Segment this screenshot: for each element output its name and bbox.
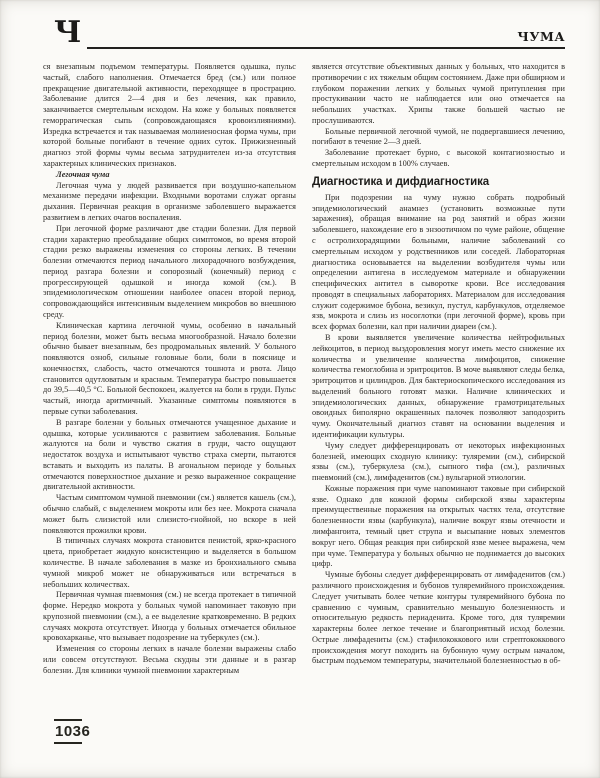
- column-right: [312, 62, 565, 714]
- paragraph: Частым симптомом чумной пневмонии (см.) является кашель (см.), обычно слабый, с выделением мокроты или без нее. Мокрота сначала может быть слизистой или слизисто-гнойной, но вскоре в ней появляются прожилки крови.: [43, 493, 296, 535]
- paragraph: Больные первичной легочной чумой, не подвергавшиеся лечению, погибают в течение 2—3 дней.: [312, 126, 565, 147]
- paragraph: Клиническая картина легочной чумы, особенно в начальный период болезни, может быть весьма многообразной. Начало болезни обычно бывает внезапным, без продромальных явлений. У больного появляются озноб, сильные головные боли, боли в пояснице и конечностях, слабость, часто отмечаются тошнота и рвота. Лицо становится одутловатым и красным. Температура быстро повышается до 39,5—40,5 °С. Больной беспокоен, жалуется на боли в груди. Пульс частый, иногда аритмичный. Указанные симптомы появляются в первые сутки заболевания.: [43, 320, 296, 416]
- paragraph: При подозрении на чуму нужно собрать подробный эпидемиологический анамнез (установить возможные пути заражения), обращая внимание на род занятий и образ жизни заболевшего, нахождение его в энзоотичном по чуме районе, общение с остролихорадящими больными, наличие заболеваний со смертельным исходом у родственников или соседей. Лабораторная диагностика основывается на выделении возбудителя чумы или определении антигена в исследуемом материале и обнаружении специфических антител в сыворотке крови. Все исследования проводят в специальных лабораториях. Материалом для исследования служит содержимое бубона, везикул, пустул, карбункулов, отделяемое язв, мокрота и слизь из носоглотки (при легочной форме), кровь при всех формах болезни, кал при наличии диареи (см.).: [312, 192, 565, 332]
- paragraph: Кожные поражения при чуме напоминают таковые при сибирской язве. Однако для кожной формы сибирской язвы характерны преимущественные поражения на открытых частях тела, отсутствие болезненности язвы (карбункула), наличие вокруг язвы отечности и лимфангоита, темный цвет струпа и высыпание новых элементов вокруг него. Общая реакция при сибирской язве менее выражена, чем при чуме. Температура у больных обычно не поднимается до высоких цифр.: [312, 483, 565, 569]
- paragraph: Чумные бубоны следует дифференцировать от лимфаденитов (см.) различного происхождения и бубонов туляремийного происхождения. Следует учитывать более четкие контуры туляремийного бубона по сравнению с чумным, сравнительно меньшую болезненность и относительную редкость периаденита. Кроме того, для туляремии характерны более легкое течение и благоприятный исход болезни. Острые лимфадениты (см.) стафилококкового или стрептококкового происхождения могут походить на бубонную чуму острым началом, быстрым подъемом температуры, значительной болезненностью в об-: [312, 570, 565, 666]
- page-number: 1036: [55, 723, 91, 740]
- folio: [54, 719, 90, 744]
- paragraph: Легочная чума у людей развивается при воздушно-капельном механизме передачи инфекции. Входными воротами служат органы дыхания. Первичная реакция в организме заболевшего выражается развитием в легких очагов воспаления.: [43, 180, 296, 222]
- paragraph: При легочной форме различают две стадии болезни. Для первой стадии характерно преобладание общих симптомов, во время второй стадии резко выражены изменения со стороны легких. В течении болезни отмечаются период начального лихорадочного возбуждения, период разгара болезни и сопорозный (конечный) период с прогрессирующей одышкой и иногда комой (см.). В эпидемиологическом отношении наиболее опасен второй период, сопровождающийся интенсивным выделением микробов во внешнюю среду.: [43, 223, 296, 319]
- paragraph: ся внезапным подъемом температуры. Появляется одышка, пульс частый, слабого наполнения. Отмечается бред (см.) или полное прекращение двигательной активности, переходящее в прострацию. Заболевание длится 2—4 дня и без лечения, как правило, заканчивается смертельным исходом. На коже у больных появляется геморрагическая сыпь (сопровождающаяся кровоизлияниями). Изредка встречается и так называемая молниеносная форма чумы, при которой больные погибают в течение одних суток. Прижизненный диагноз этой формы чумы весьма затруднителен из-за отсутствия характерных клинических признаков.: [43, 62, 296, 169]
- paragraph: является отсутствие объективных данных у больных, что находится в противоречии с их тяжелым общим состоянием. Даже при обширном и глубоком поражении легких у больных чумой притупления при простукивании часто не наблюдается или оно отмечается на небольших участках. Хрипы также большей частью не прослушиваются.: [312, 62, 565, 125]
- running-title: ЧУМА: [517, 29, 565, 44]
- folio-rule-bottom: [54, 742, 82, 744]
- section-letter: Ч: [54, 15, 82, 50]
- paragraph: Первичная чумная пневмония (см.) не всегда протекает в типичной форме. Нередко мокрота у больных чумой напоминает таковую при крупозной пневмонии (см.), а ее выделение кратковременно. В редких случаях мокрота отсутствует. Иногда у больных отмечается обильное кровохарканье, что вызывает подозрение на туберкулез (см.).: [43, 590, 296, 643]
- column-left: [43, 62, 296, 714]
- paragraph: В разгаре болезни у больных отмечаются учащенное дыхание и одышка, которые усиливаются с развитием заболевания. Больные жалуются на боли и чувство сжатия в груди, часто ощущают недостаток воздуха и испытывают чувство страха смерти, пытаются вставать и выходить из палаты. В агональном периоде у больных отмечаются поверхностное дыхание и резко выраженное сокращение двигательной активности.: [43, 417, 296, 492]
- subheading-pulmonary-plague: Легочная чума: [56, 169, 110, 179]
- paragraph: В типичных случаях мокрота становится пенистой, ярко-красного цвета, приобретает жидкую консистенцию и выделяется в большом количестве. В начале заболевания в мазке из бронхиального смыва чумной микроб может не обнаруживаться или встречаться в небольших количествах.: [43, 536, 296, 589]
- text-body: [43, 62, 565, 714]
- paragraph: В крови выявляется увеличение количества нейтрофильных лейкоцитов, в период выздоровления могут иметь место снижение их количества и увеличение количества лимфоцитов, снижение количества гемоглобина и эритроцитов. В моче выявляют следы белка, эритроцитов и цилиндров. Для бактериоскопического исследования из выделений больного готовят мазки. Наличие клинических и эпидемиологических данных, обнаружение грамотрицательных овоидных биполярно окрашенных палочек позволяют заподозрить чуму. Окончательный диагноз ставят на основании выделения и идентификации культуры.: [312, 332, 565, 439]
- paragraph: Заболевание протекает бурно, с высокой контагиозностью и смертельным исходом в 100% случаев.: [312, 148, 565, 169]
- section-heading-diagnostics: Диагностика и дифдиагностика: [312, 175, 490, 188]
- paragraph: Чуму следует дифференцировать от некоторых инфекционных болезней, имеющих сходную клинику: туляремии (см.), сибирской язвы (см.), туберкулеза (см.), сыпного тифа (см.), различных пневмоний (см.), лимфаденитов (см.) вульгарной этиологии.: [312, 440, 565, 483]
- paragraph: Изменения со стороны легких в начале болезни выражены слабо или совсем отсутствуют. Весьма скудны эти данные и в разгар болезни. Для клиники чумной пневмонии характерным: [43, 644, 296, 675]
- header-rule: [87, 47, 565, 49]
